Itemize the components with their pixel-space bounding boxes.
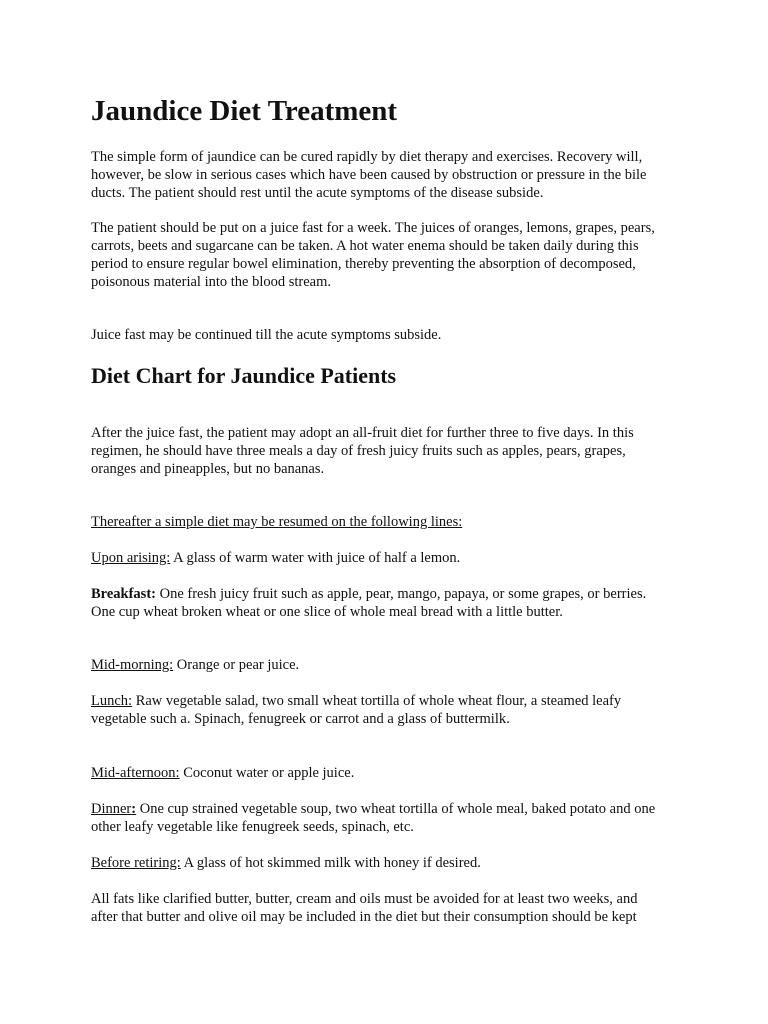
meal-text: One cup strained vegetable soup, two wheat tortilla of whole meal, baked potato and one bbox=[136, 801, 656, 817]
meal-text: A glass of warm water with juice of half a lemon. bbox=[170, 550, 461, 566]
continue-note bbox=[91, 326, 691, 344]
juice-fast-line: carrots, beets and sugarcane can be taken. A hot water enema should be taken daily during this bbox=[91, 238, 639, 254]
juice-fast-line: period to ensure regular bowel elimination, thereby preventing the absorption of decomposed, bbox=[91, 256, 636, 272]
fruit-diet-line: regimen, he should have three meals a day of fresh juicy fruits such as apples, pears, grapes, bbox=[91, 443, 626, 459]
fruit-diet-line: After the juice fast, the patient may adopt an all-fruit diet for further three to five days. In this bbox=[91, 425, 634, 441]
meal-label-colon: : bbox=[131, 801, 137, 817]
meal-text: Raw vegetable salad, two small wheat tortilla of whole wheat flour, a steamed leafy bbox=[132, 693, 622, 709]
meal-dinner bbox=[91, 800, 691, 836]
meal-upon-arising bbox=[91, 549, 691, 567]
fats-note-line: after that butter and olive oil may be included in the diet but their consumption should be kept bbox=[91, 909, 637, 925]
fats-note-line: All fats like clarified butter, butter, cream and oils must be avoided for at least two weeks, and bbox=[91, 891, 638, 907]
meal-label: Mid-afternoon: bbox=[91, 765, 180, 781]
meal-label: Breakfast: bbox=[91, 586, 156, 602]
meal-mid-afternoon bbox=[91, 764, 691, 782]
meal-text: One fresh juicy fruit such as apple, pear, mango, papaya, or some grapes, or berries. bbox=[155, 586, 647, 602]
meal-mid-morning bbox=[91, 656, 691, 674]
meal-breakfast bbox=[91, 585, 691, 621]
intro-line: ducts. The patient should rest until the acute symptoms of the disease subside. bbox=[91, 185, 544, 201]
section-title: Diet Chart for Jaundice Patients bbox=[91, 363, 397, 388]
fruit-diet-paragraph bbox=[91, 424, 691, 478]
page-title: Jaundice Diet Treatment bbox=[91, 95, 398, 127]
juice-fast-line: The patient should be put on a juice fast for a week. The juices of oranges, lemons, grapes, pears, bbox=[91, 220, 655, 236]
intro-paragraph bbox=[91, 148, 691, 202]
meal-text: vegetable such a. Spinach, fenugreek or carrot and a glass of buttermilk. bbox=[91, 711, 510, 727]
meal-text: Orange or pear juice. bbox=[173, 657, 300, 673]
meal-text: One cup wheat broken wheat or one slice of whole meal bread with a little butter. bbox=[91, 604, 563, 620]
intro-line: however, be slow in serious cases which have been caused by obstruction or pressure in the bile bbox=[91, 167, 647, 183]
juice-fast-paragraph bbox=[91, 219, 691, 291]
meal-text: Coconut water or apple juice. bbox=[179, 765, 355, 781]
meal-label: Lunch: bbox=[91, 693, 133, 709]
resume-paragraph bbox=[91, 513, 691, 531]
meal-text: A glass of hot skimmed milk with honey if desired. bbox=[180, 855, 481, 871]
intro-line: The simple form of jaundice can be cured rapidly by diet therapy and exercises. Recovery will, bbox=[91, 149, 643, 165]
meal-lunch bbox=[91, 692, 691, 728]
fruit-diet-line: oranges and pineapples, but no bananas. bbox=[91, 461, 325, 477]
meal-label: Mid-morning: bbox=[91, 657, 174, 673]
meal-label: Dinner bbox=[91, 801, 132, 817]
meal-text: other leafy vegetable like fenugreek seeds, spinach, etc. bbox=[91, 819, 414, 835]
resume-line: Thereafter a simple diet may be resumed on the following lines: bbox=[91, 514, 463, 530]
fats-note-paragraph bbox=[91, 890, 691, 926]
continue-note-text: Juice fast may be continued till the acute symptoms subside. bbox=[91, 327, 442, 343]
meal-before-retiring bbox=[91, 854, 691, 872]
juice-fast-line: poisonous material into the blood stream. bbox=[91, 274, 332, 290]
meal-label: Upon arising: bbox=[91, 550, 171, 566]
meal-label: Before retiring: bbox=[91, 855, 181, 871]
